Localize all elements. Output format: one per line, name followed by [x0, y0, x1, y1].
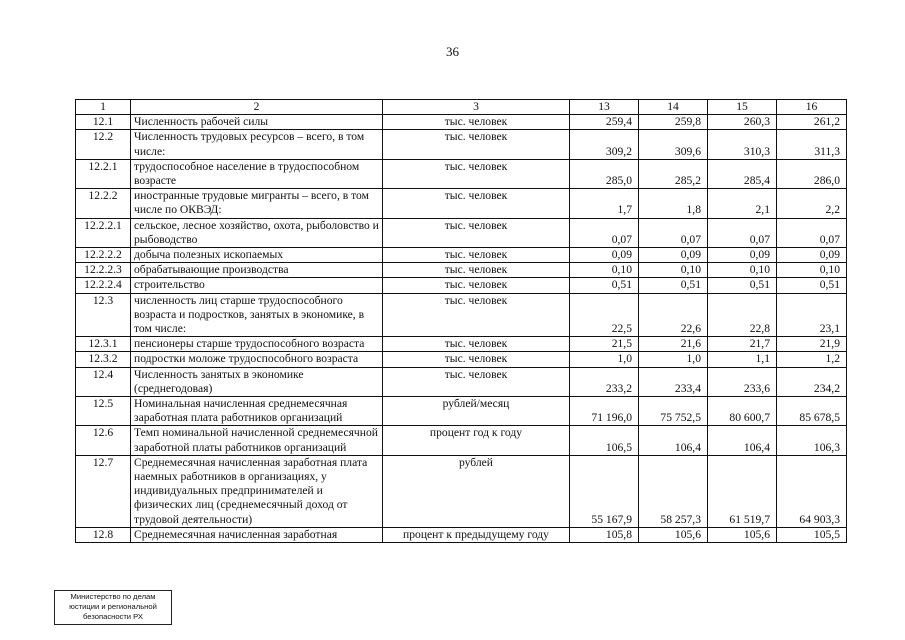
- row-value-15-cell: 0,07: [708, 218, 777, 247]
- row-value-14-cell: 285,2: [639, 159, 708, 188]
- row-name-cell: Темп номинальной начисленной среднемесячной заработной платы работников организаций: [131, 426, 383, 455]
- row-unit-cell: тыс. человек: [383, 248, 570, 263]
- table-header-row: [76, 100, 847, 115]
- row-code-cell: 12.2.2: [76, 189, 131, 218]
- row-value-14-cell: 0,09: [639, 248, 708, 263]
- row-value-15-cell: 106,4: [708, 426, 777, 455]
- table-row: [76, 189, 847, 218]
- table-row: [76, 293, 847, 337]
- row-unit-cell: тыс. человек: [383, 159, 570, 188]
- row-value-13-cell: 259,4: [570, 115, 639, 130]
- row-code-cell: 12.7: [76, 455, 131, 527]
- row-code-cell: 12.6: [76, 426, 131, 455]
- row-value-16-cell: 105,5: [777, 527, 847, 542]
- row-value-13-cell: 0,10: [570, 263, 639, 278]
- table-row: [76, 115, 847, 130]
- table-row: [76, 248, 847, 263]
- stamp-line: юстиции и региональной: [69, 602, 157, 611]
- row-value-14-cell: 1,8: [639, 189, 708, 218]
- row-code-cell: 12.3: [76, 293, 131, 337]
- table-row: [76, 159, 847, 188]
- row-value-13-cell: 21,5: [570, 337, 639, 352]
- row-unit-cell: тыс. человек: [383, 218, 570, 247]
- row-value-13-cell: 106,5: [570, 426, 639, 455]
- row-value-14-cell: 106,4: [639, 426, 708, 455]
- row-name-cell: подростки моложе трудоспособного возраста: [131, 352, 383, 367]
- row-value-13-cell: 22,5: [570, 293, 639, 337]
- header-cell: 16: [777, 100, 847, 115]
- row-value-15-cell: 0,10: [708, 263, 777, 278]
- row-unit-cell: рублей: [383, 455, 570, 527]
- row-unit-cell: тыс. человек: [383, 115, 570, 130]
- row-value-16-cell: 286,0: [777, 159, 847, 188]
- table-row: [76, 337, 847, 352]
- row-value-13-cell: 55 167,9: [570, 455, 639, 527]
- row-unit-cell: тыс. человек: [383, 278, 570, 293]
- row-value-16-cell: 1,2: [777, 352, 847, 367]
- table-row: [76, 218, 847, 247]
- table-row: [76, 352, 847, 367]
- row-unit-cell: тыс. человек: [383, 367, 570, 396]
- page-number: 36: [446, 44, 459, 59]
- row-value-13-cell: 285,0: [570, 159, 639, 188]
- row-value-13-cell: 71 196,0: [570, 397, 639, 426]
- row-value-13-cell: 1,0: [570, 352, 639, 367]
- row-name-cell: Численность трудовых ресурсов – всего, в том числе:: [131, 130, 383, 159]
- header-cell: 13: [570, 100, 639, 115]
- header-cell: 15: [708, 100, 777, 115]
- row-value-13-cell: 309,2: [570, 130, 639, 159]
- row-value-15-cell: 105,6: [708, 527, 777, 542]
- row-name-cell: добыча полезных ископаемых: [131, 248, 383, 263]
- table-row: [76, 426, 847, 455]
- row-value-14-cell: 0,07: [639, 218, 708, 247]
- row-name-cell: строительство: [131, 278, 383, 293]
- row-value-15-cell: 0,09: [708, 248, 777, 263]
- row-value-15-cell: 0,51: [708, 278, 777, 293]
- table-row: [76, 367, 847, 396]
- registration-stamp: [54, 590, 172, 625]
- row-value-13-cell: 0,09: [570, 248, 639, 263]
- row-code-cell: 12.2.2.1: [76, 218, 131, 247]
- header-cell: 14: [639, 100, 708, 115]
- row-value-16-cell: 0,51: [777, 278, 847, 293]
- row-value-13-cell: 0,07: [570, 218, 639, 247]
- row-name-cell: иностранные трудовые мигранты – всего, в том числе по ОКВЭД:: [131, 189, 383, 218]
- row-code-cell: 12.2.1: [76, 159, 131, 188]
- row-name-cell: обрабатывающие производства: [131, 263, 383, 278]
- row-value-15-cell: 1,1: [708, 352, 777, 367]
- row-code-cell: 12.5: [76, 397, 131, 426]
- row-value-16-cell: 0,10: [777, 263, 847, 278]
- row-name-cell: Численность занятых в экономике (среднегодовая): [131, 367, 383, 396]
- row-value-15-cell: 285,4: [708, 159, 777, 188]
- row-value-14-cell: 75 752,5: [639, 397, 708, 426]
- row-value-16-cell: 261,2: [777, 115, 847, 130]
- row-code-cell: 12.2.2.3: [76, 263, 131, 278]
- row-value-15-cell: 260,3: [708, 115, 777, 130]
- row-value-14-cell: 259,8: [639, 115, 708, 130]
- row-unit-cell: тыс. человек: [383, 293, 570, 337]
- row-value-16-cell: 0,07: [777, 218, 847, 247]
- row-value-16-cell: 0,09: [777, 248, 847, 263]
- row-value-14-cell: 233,4: [639, 367, 708, 396]
- row-value-14-cell: 58 257,3: [639, 455, 708, 527]
- row-name-cell: Среднемесячная начисленная заработная плата наемных работников в организациях, у индивидуальных предпринимателей и физических лиц (среднемесячный доход от трудовой деятельности): [131, 455, 383, 527]
- row-value-14-cell: 309,6: [639, 130, 708, 159]
- row-code-cell: 12.4: [76, 367, 131, 396]
- stamp-line: Министерство по делам: [70, 592, 156, 601]
- table-row: [76, 527, 847, 542]
- row-value-16-cell: 311,3: [777, 130, 847, 159]
- row-value-14-cell: 0,10: [639, 263, 708, 278]
- row-value-14-cell: 0,51: [639, 278, 708, 293]
- header-cell: 2: [131, 100, 383, 115]
- row-name-cell: Среднемесячная начисленная заработная: [131, 527, 383, 542]
- row-value-14-cell: 21,6: [639, 337, 708, 352]
- row-unit-cell: тыс. человек: [383, 352, 570, 367]
- row-unit-cell: тыс. человек: [383, 130, 570, 159]
- row-value-15-cell: 233,6: [708, 367, 777, 396]
- row-name-cell: трудоспособное население в трудоспособном возрасте: [131, 159, 383, 188]
- row-value-16-cell: 2,2: [777, 189, 847, 218]
- table-row: [76, 455, 847, 527]
- row-value-14-cell: 1,0: [639, 352, 708, 367]
- row-value-13-cell: 0,51: [570, 278, 639, 293]
- row-value-14-cell: 105,6: [639, 527, 708, 542]
- row-unit-cell: рублей/месяц: [383, 397, 570, 426]
- row-value-16-cell: 23,1: [777, 293, 847, 337]
- stamp-line: безопасности РХ: [83, 612, 143, 621]
- row-unit-cell: тыс. человек: [383, 263, 570, 278]
- row-value-13-cell: 105,8: [570, 527, 639, 542]
- row-name-cell: Численность рабочей силы: [131, 115, 383, 130]
- row-name-cell: сельское, лесное хозяйство, охота, рыболовство и рыбоводство: [131, 218, 383, 247]
- row-value-15-cell: 61 519,7: [708, 455, 777, 527]
- row-value-15-cell: 22,8: [708, 293, 777, 337]
- header-cell: 1: [76, 100, 131, 115]
- row-code-cell: 12.2.2.4: [76, 278, 131, 293]
- row-code-cell: 12.8: [76, 527, 131, 542]
- row-value-13-cell: 1,7: [570, 189, 639, 218]
- row-value-16-cell: 64 903,3: [777, 455, 847, 527]
- row-value-13-cell: 233,2: [570, 367, 639, 396]
- row-value-14-cell: 22,6: [639, 293, 708, 337]
- row-unit-cell: процент год к году: [383, 426, 570, 455]
- row-value-15-cell: 2,1: [708, 189, 777, 218]
- table-row: [76, 397, 847, 426]
- row-code-cell: 12.3.2: [76, 352, 131, 367]
- row-value-16-cell: 85 678,5: [777, 397, 847, 426]
- indicators-table: [75, 99, 847, 543]
- row-code-cell: 12.1: [76, 115, 131, 130]
- row-value-15-cell: 310,3: [708, 130, 777, 159]
- table-row: [76, 278, 847, 293]
- row-name-cell: пенсионеры старше трудоспособного возраста: [131, 337, 383, 352]
- row-code-cell: 12.2: [76, 130, 131, 159]
- row-code-cell: 12.3.1: [76, 337, 131, 352]
- table-row: [76, 263, 847, 278]
- row-name-cell: Номинальная начисленная среднемесячная заработная плата работников организаций: [131, 397, 383, 426]
- row-code-cell: 12.2.2.2: [76, 248, 131, 263]
- row-name-cell: численность лиц старше трудоспособного возраста и подростков, занятых в экономике, в том числе:: [131, 293, 383, 337]
- row-unit-cell: процент к предыдущему году: [383, 527, 570, 542]
- row-value-16-cell: 106,3: [777, 426, 847, 455]
- row-value-16-cell: 234,2: [777, 367, 847, 396]
- row-unit-cell: тыс. человек: [383, 189, 570, 218]
- header-cell: 3: [383, 100, 570, 115]
- row-value-16-cell: 21,9: [777, 337, 847, 352]
- row-value-15-cell: 21,7: [708, 337, 777, 352]
- row-unit-cell: тыс. человек: [383, 337, 570, 352]
- row-value-15-cell: 80 600,7: [708, 397, 777, 426]
- table-row: [76, 130, 847, 159]
